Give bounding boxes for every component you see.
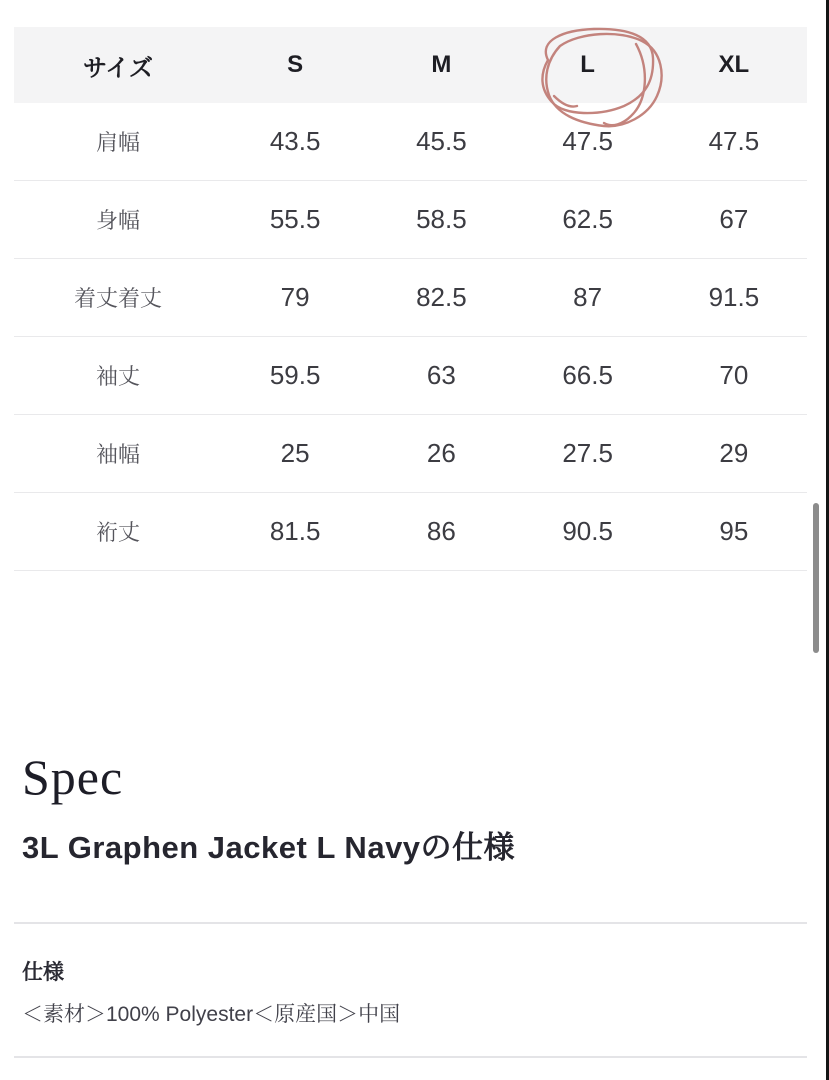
column-header-xl: XL xyxy=(718,51,750,78)
cell-value: 43.5 xyxy=(269,126,321,156)
divider xyxy=(14,922,807,924)
cell-value: 47.5 xyxy=(708,126,760,156)
cell-value: 29 xyxy=(719,438,749,468)
row-label: 肩幅 xyxy=(95,130,140,155)
table-row-body-width xyxy=(14,181,807,259)
table-row-sleeve-length xyxy=(14,337,807,415)
cell-value: 58.5 xyxy=(416,204,467,234)
size-chart-header-row xyxy=(14,27,807,103)
vertical-scrollbar-thumb[interactable] xyxy=(813,503,819,653)
cell-value: 63 xyxy=(426,360,456,390)
cell-value: 90.5 xyxy=(562,516,613,546)
table-row-yuki-length xyxy=(14,493,807,571)
cell-value: 26 xyxy=(426,438,456,468)
row-label: 着丈着丈 xyxy=(73,286,162,311)
cell-value: 86 xyxy=(426,516,456,546)
row-label: 袖丈 xyxy=(95,364,140,389)
cell-value: 27.5 xyxy=(562,438,613,468)
material-origin-text: ＜素材＞100% Polyester＜原産国＞中国 xyxy=(22,1003,401,1026)
divider xyxy=(14,1056,807,1058)
product-spec-title: 3L Graphen Jacket L Navyの仕様 xyxy=(22,830,516,865)
cell-value: 47.5 xyxy=(562,126,613,156)
size-chart-table xyxy=(14,27,807,571)
table-row-length xyxy=(14,259,807,337)
cell-value: 66.5 xyxy=(562,360,613,390)
cell-value: 95 xyxy=(719,516,749,546)
spec-label: 仕様 xyxy=(22,961,64,984)
cell-value: 70 xyxy=(719,360,749,390)
cell-value: 55.5 xyxy=(269,204,321,234)
row-label: 袖幅 xyxy=(95,442,140,467)
column-header-size: サイズ xyxy=(82,54,154,82)
cell-value: 81.5 xyxy=(269,516,321,546)
row-label: 身幅 xyxy=(95,208,140,233)
cell-value: 79 xyxy=(280,282,310,312)
cell-value: 59.5 xyxy=(269,360,321,390)
table-row-shoulder-width xyxy=(14,103,807,181)
cell-value: 82.5 xyxy=(416,282,467,312)
cell-value: 62.5 xyxy=(562,204,613,234)
table-row-sleeve-width xyxy=(14,415,807,493)
cell-value: 91.5 xyxy=(708,282,760,312)
spec-section-heading: Spec xyxy=(22,749,124,805)
cell-value: 67 xyxy=(719,204,749,234)
column-header-m: M xyxy=(431,51,452,78)
column-header-s: S xyxy=(287,51,304,78)
cell-value: 87 xyxy=(573,282,603,312)
cell-value: 25 xyxy=(280,438,310,468)
cell-value: 45.5 xyxy=(416,126,467,156)
column-header-l: L xyxy=(580,51,595,78)
row-label: 裄丈 xyxy=(95,520,140,545)
